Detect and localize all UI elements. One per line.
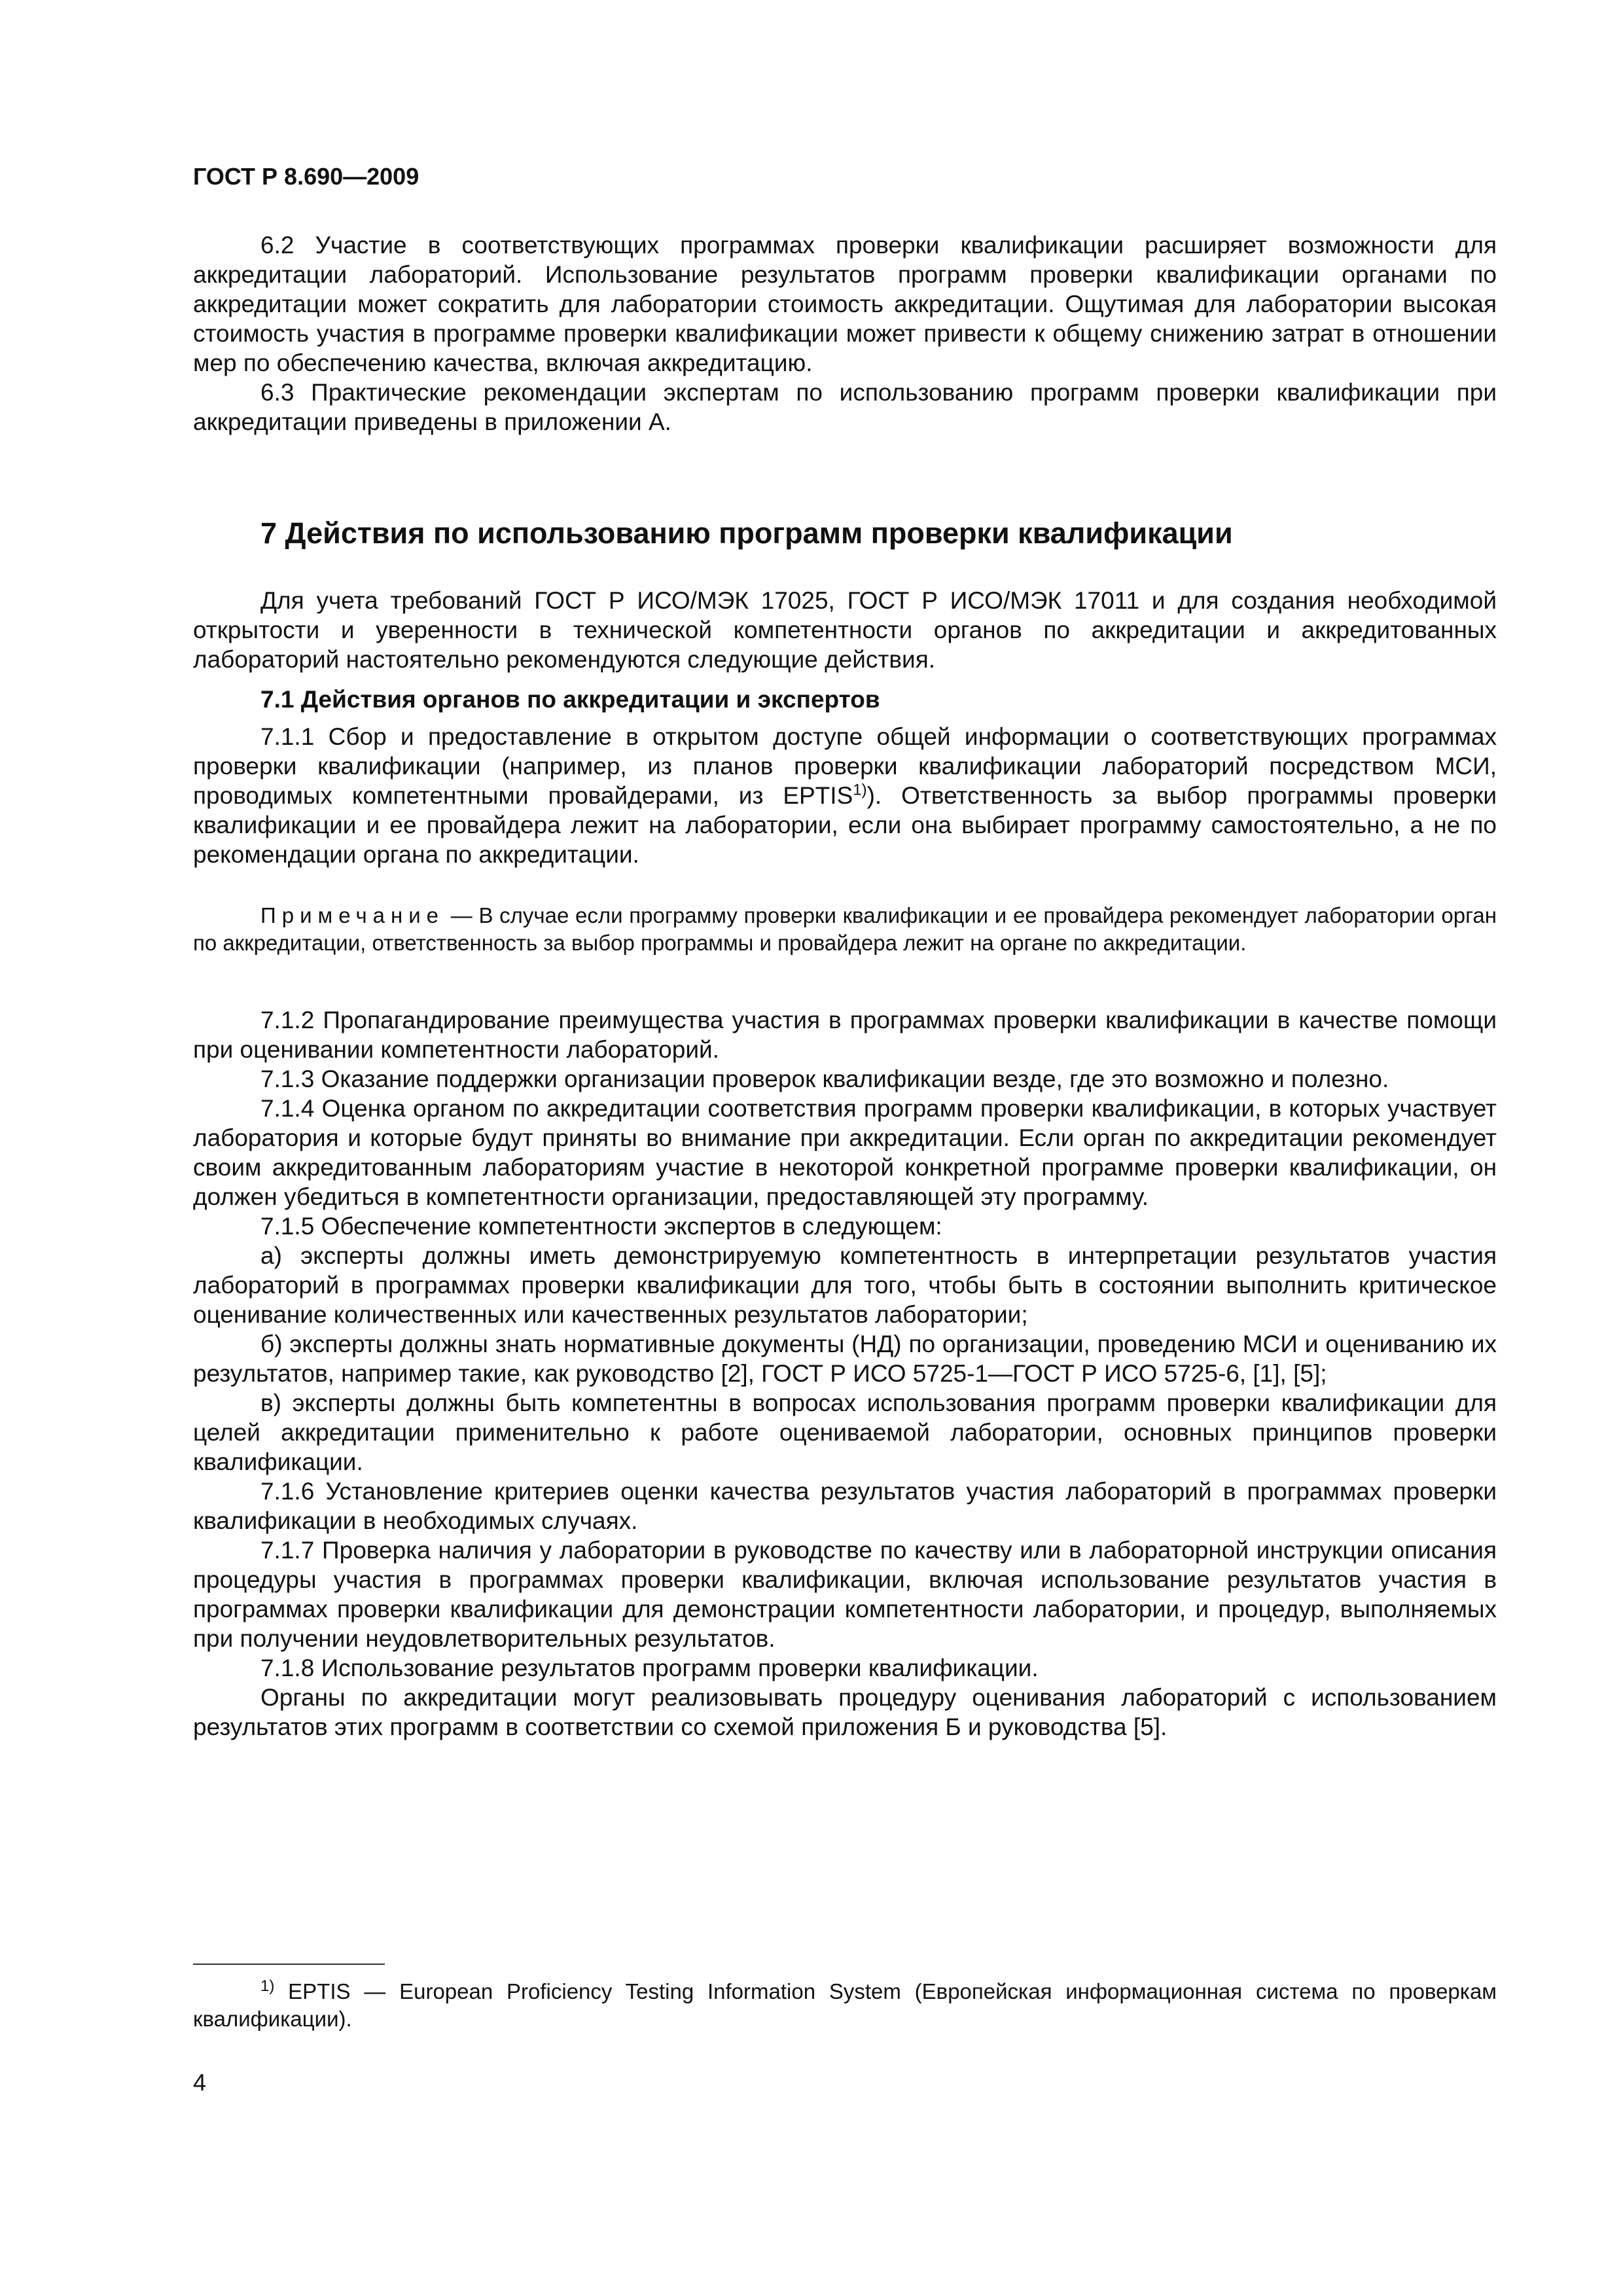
footnote-text: EPTIS — European Proficiency Testing Information System (Европейская информационная система по проверкам квалификации). (193, 1979, 1497, 2031)
paragraph-7-1-3: 7.1.3 Оказание поддержки организации проверок квалификации везде, где это возможно и полезно. (260, 1066, 1389, 1092)
note (193, 902, 1497, 957)
footnote-marker: 1) (260, 1977, 275, 1995)
list-item-a: а) эксперты должны иметь демонстрируемую компетентность в интерпретации результатов участия лабораторий в программах проверки квалификации для того, чтобы быть в состоянии выполнить критическое оценивание количественных или качественных результатов лаборатории; (193, 1242, 1497, 1328)
paragraph-6-3: 6.3 Практические рекомендации экспертам по использованию программ проверки квалификации при аккредитации приведены в приложении А. (193, 379, 1497, 435)
subsection-7-1-title: 7.1 Действия органов по аккредитации и экспертов (260, 686, 880, 713)
document-body (193, 230, 1497, 1742)
footnote-reference: 1) (853, 781, 867, 799)
paragraph-7-1-4: 7.1.4 Оценка органом по аккредитации соответствия программ проверки квалификации, в которых участвует лаборатория и которые будут приняты во внимание при аккредитации. Если орган по аккредитации рекомендует своим аккредитованным лабораториям участие в некоторой конкретной программе проверки квалификации, он должен убедиться в компетентности организации, предоставляющей эту программу. (193, 1095, 1497, 1210)
section-7-title: 7 Действия по использованию программ проверки квалификации (260, 516, 1233, 550)
paragraph-7-1-5: 7.1.5 Обеспечение компетентности экспертов в следующем: (260, 1213, 942, 1240)
note-label: Примечание (260, 903, 445, 927)
page-number: 4 (193, 2069, 207, 2096)
paragraph-7-1-7: 7.1.7 Проверка наличия у лаборатории в руководстве по качеству или в лабораторной инструкции описания процедуры участия в программах проверки квалификации, включая использование результатов участия в программах проверки квалификации для демонстрации компетентности лаборатории, и процедур, выполняемых при получении неудовлетворительных результатов. (193, 1537, 1497, 1652)
paragraph-7-1-1 (193, 722, 1497, 869)
footnote (193, 1978, 1497, 2033)
note-text: — В случае если программу проверки квалификации и ее провайдера рекомендует лаборатории орган по аккредитации, ответственность за выбор программы и провайдера лежит на органе по аккредитации. (193, 903, 1497, 955)
paragraph-6-2: 6.2 Участие в соответствующих программах проверки квалификации расширяет возможности для аккредитации лабораторий. Использование результатов программ проверки квалификации органами по аккредитации может сократить для лаборатории стоимость аккредитации. Ощутимая для лаборатории высокая стоимость участия в программе проверки квалификации может привести к общему снижению затрат в отношении мер по обеспечению качества, включая аккредитацию. (193, 232, 1497, 376)
paragraph-7-1-1-text-start: 7.1.1 Сбор и предоставление в открытом доступе общей информации о соответствующих программах проверки квалификации (например, из планов проверки квалификации лабораторий посредством МСИ, проводимых компетентными провайдерами, из EPTIS (193, 723, 1497, 809)
paragraph-7-1-2: 7.1.2 Пропагандирование преимущества участия в программах проверки квалификации в качестве помощи при оценивании компетентности лабораторий. (193, 1007, 1497, 1063)
footnote-divider (193, 1964, 385, 1965)
list-item-b: б) эксперты должны знать нормативные документы (НД) по организации, проведению МСИ и оцениванию их результатов, например такие, как руководство [2], ГОСТ Р ИСО 5725-1—ГОСТ Р ИСО 5725-6, [1], [5]; (193, 1331, 1497, 1387)
paragraph-7-1-6: 7.1.6 Установление критериев оценки качества результатов участия лабораторий в программах проверки квалификации в необходимых случаях. (193, 1478, 1497, 1534)
paragraph-7-1-1-text-end: ). Ответственность за выбор программы проверки квалификации и ее провайдера лежит на лаборатории, если она выбирает программу самостоятельно, а не по рекомендации органа по аккредитации. (193, 782, 1497, 868)
section-7-intro: Для учета требований ГОСТ Р ИСО/МЭК 17025, ГОСТ Р ИСО/МЭК 17011 и для создания необходимой открытости и уверенности в технической компетентности органов по аккредитации и аккредитованных лабораторий настоятельно рекомендуются следующие действия. (193, 587, 1497, 673)
list-item-v: в) эксперты должны быть компетентны в вопросах использования программ проверки квалификации для целей аккредитации применительно к работе оцениваемой лаборатории, основных принципов проверки квалификации. (193, 1390, 1497, 1475)
paragraph-7-1-8: 7.1.8 Использование результатов программ проверки квалификации. (260, 1655, 1039, 1681)
document-code-header: ГОСТ Р 8.690—2009 (193, 163, 419, 190)
paragraph-final: Органы по аккредитации могут реализовывать процедуру оценивания лабораторий с использованием результатов этих программ в соответствии со схемой приложения Б и руководства [5]. (193, 1684, 1497, 1740)
